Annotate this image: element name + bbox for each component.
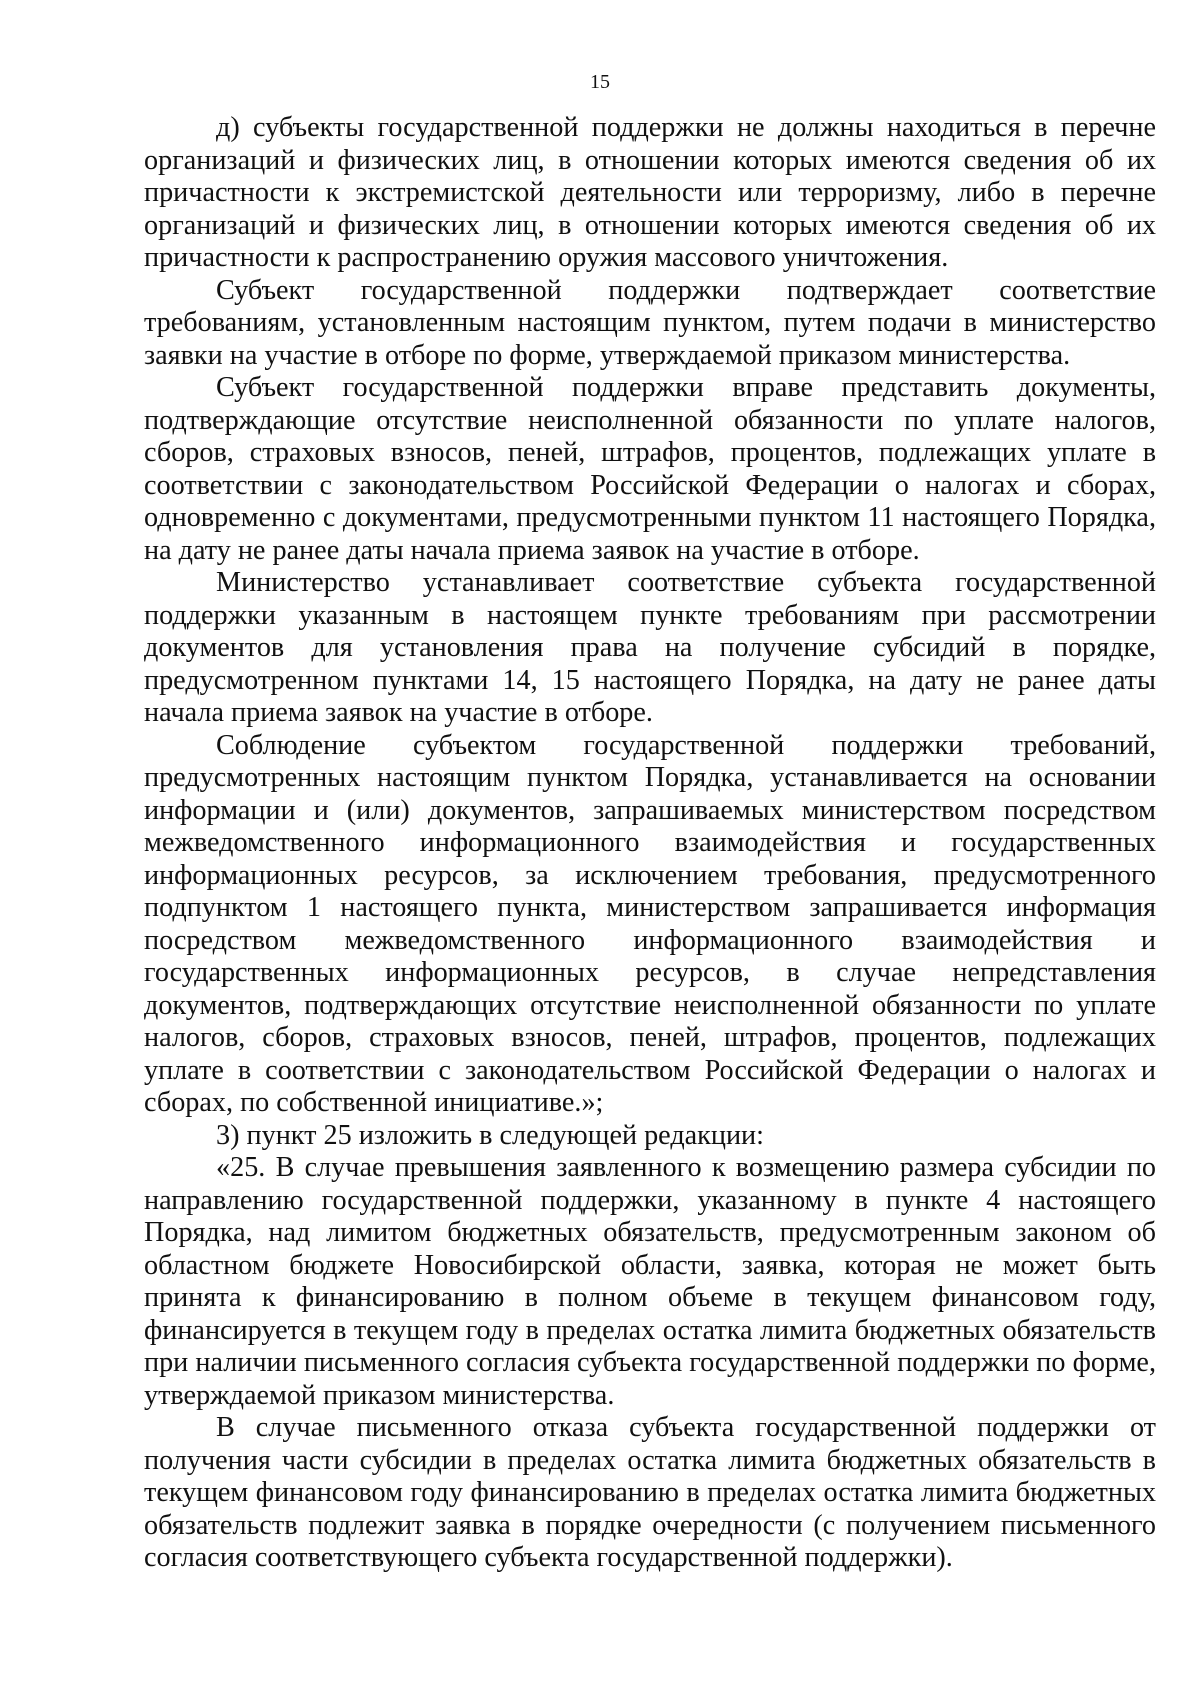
paragraph: Соблюдение субъектом государственной поддержки требований, предусмотренных настоящим пунктом Порядка, устанавливается на основании информации и (или) документов, запрашиваемых министерством посредством межведомственного информационного взаимодействия и государственных информационных ресурсов, за исключением требования, предусмотренного подпунктом 1 настоящего пункта, министерством запрашивается информация посредством межведомственного информационного взаимодействия и государственных информационных ресурсов, в случае непредставления документов, подтверждающих отсутствие неисполненной обязанности по уплате налогов, сборов, страховых взносов, пеней, штрафов, процентов, подлежащих уплате в соответствии с законодательством Российской Федерации о налогах и сборах, по собственной инициативе.»;: [144, 729, 1156, 1118]
paragraph: «25. В случае превышения заявленного к возмещению размера субсидии по направлению государственной поддержки, указанному в пункте 4 настоящего Порядка, над лимитом бюджетных обязательств, предусмотренным законом об областном бюджете Новосибирской области, заявка, которая не может быть принята к финансированию в полном объеме в текущем финансовом году, финансируется в текущем году в пределах остатка лимита бюджетных обязательств при наличии письменного согласия субъекта государственной поддержки по форме, утверждаемой приказом министерства.: [144, 1152, 1156, 1411]
document-body: [144, 112, 1156, 1575]
paragraph: 3) пункт 25 изложить в следующей редакции:: [216, 1119, 764, 1151]
paragraph: Министерство устанавливает соответствие субъекта государственной поддержки указанным в настоящем пункте требованиям при рассмотрении документов для установления права на получение субсидий в порядке, предусмотренном пунктами 14, 15 настоящего Порядка, на дату не ранее даты начала приема заявок на участие в отборе.: [144, 567, 1156, 728]
paragraph: Субъект государственной поддержки подтверждает соответствие требованиям, установленным настоящим пунктом, путем подачи в министерство заявки на участие в отборе по форме, утверждаемой приказом министерства.: [144, 274, 1156, 371]
page-number: 15: [590, 71, 610, 93]
paragraph: Субъект государственной поддержки вправе представить документы, подтверждающие отсутствие неисполненной обязанности по уплате налогов, сборов, страховых взносов, пеней, штрафов, процентов, подлежащих уплате в соответствии с законодательством Российской Федерации о налогах и сборах, одновременно с документами, предусмотренными пунктом 11 настоящего Порядка, на дату не ранее даты начала приема заявок на участие в отборе.: [144, 372, 1156, 566]
paragraph: д) субъекты государственной поддержки не должны находиться в перечне организаций и физических лиц, в отношении которых имеются сведения об их причастности к экстремистской деятельности или терроризму, либо в перечне организаций и физических лиц, в отношении которых имеются сведения об их причастности к распространению оружия массового уничтожения.: [144, 112, 1156, 273]
paragraph: В случае письменного отказа субъекта государственной поддержки от получения части субсидии в пределах остатка лимита бюджетных обязательств в текущем финансовом году финансированию в пределах остатка лимита бюджетных обязательств подлежит заявка в порядке очередности (с получением письменного согласия соответствующего субъекта государственной поддержки).: [144, 1412, 1156, 1573]
